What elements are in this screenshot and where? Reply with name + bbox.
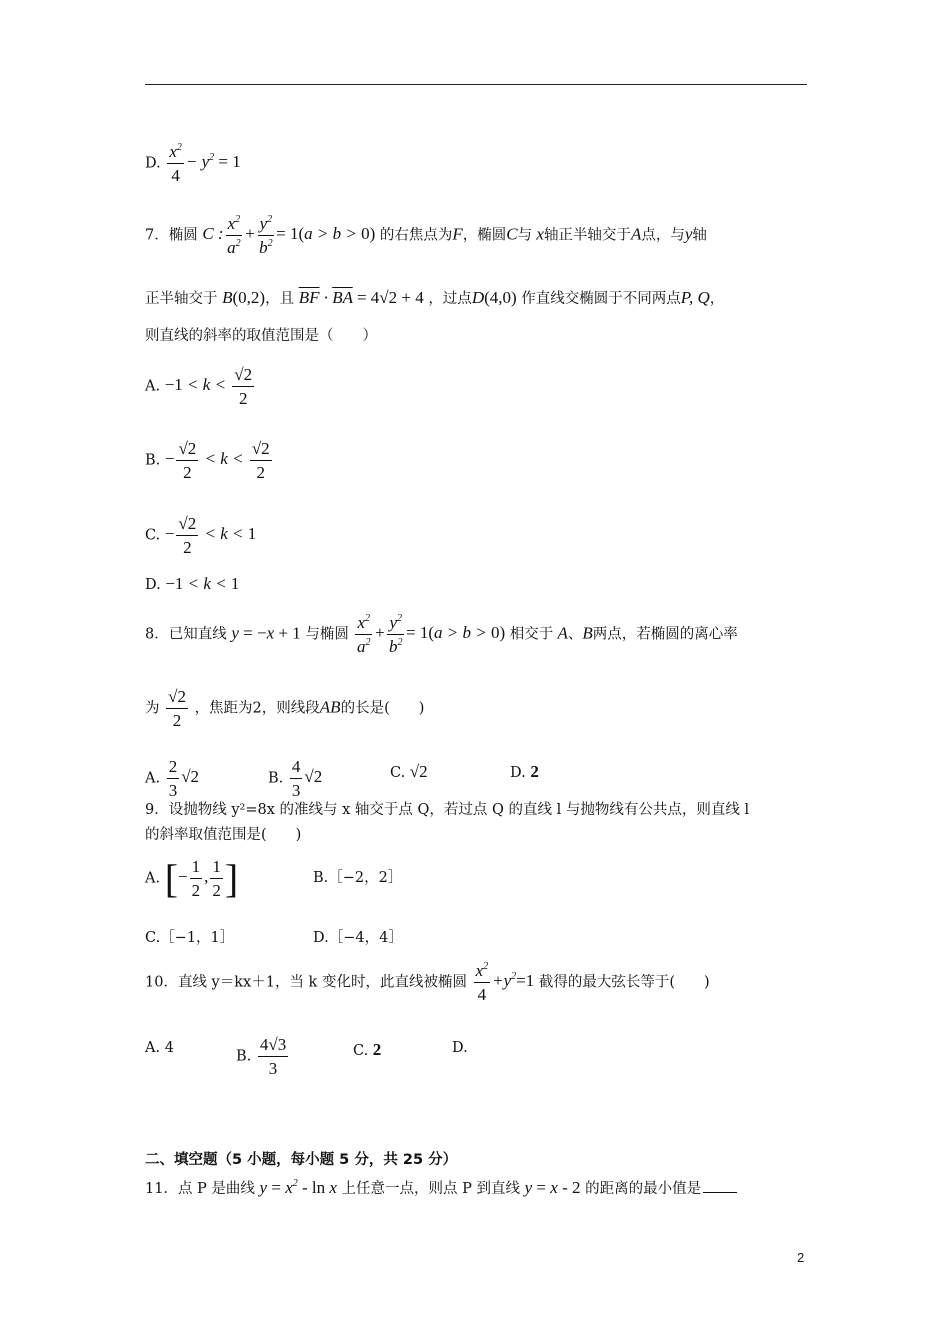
q8-text: 两点，若椭圆的离心率 (592, 626, 738, 643)
q9-option-b: B.［−2，2］ (313, 870, 403, 886)
q8-text: 、 (567, 626, 583, 643)
q8-text: 与椭圆 (305, 626, 349, 643)
q10-line1: 10．直线 y＝kx＋1，当 k 变化时，此直线被椭圆 $\frac{x^2}{4}$ $+y^2=1$ 截得的最大弦长等于( ) (145, 961, 710, 1004)
option-label: D. (452, 1040, 468, 1056)
option-label: D. (145, 155, 161, 172)
option-label: A. (145, 378, 161, 395)
q9-option-c: C.［−1，1］ (145, 930, 235, 946)
q7-text: ，过点 (428, 291, 472, 307)
q7-text: 的右焦点为 (379, 227, 453, 244)
page-number: 2 (797, 1250, 805, 1265)
q8-text: 8．已知直线 (145, 626, 227, 643)
option-label: D. (510, 765, 526, 781)
q9-option-d: D.［−4，4］ (313, 930, 403, 946)
section-title: 二、填空题（5 小题，每小题 5 分，共 25 分） (145, 1152, 458, 1168)
q8-text: 的长是( ) (340, 700, 425, 717)
header-rule (145, 84, 807, 85)
option-label: B. (236, 1048, 252, 1065)
option-label: B. (268, 770, 284, 787)
q7-option-d: D. −1 < k < 1 (145, 574, 240, 593)
q8-line2: 为 $\frac{√2}{2}$ ，焦距为2，则线段AB的长是( ) (145, 687, 425, 730)
q10-option-a: A. 4 (145, 1040, 174, 1056)
q7-line1: 7．椭圆 C : $\frac{x^2}{a^2}$ + $\frac{y^2}{b^2}$ = 1(a > b > 0) 的右焦点为F，椭圆C与 x轴正半轴交于A点，与y轴 (145, 214, 707, 257)
q11-text: 11．点 P 是曲线 (145, 1181, 255, 1197)
q10-text: 截得的最大弦长等于( ) (538, 974, 710, 991)
q7-text: 点，与 (641, 227, 685, 244)
q7-text: 作直线交椭圆于不同两点 (521, 291, 681, 307)
q11-line1: 11．点 P 是曲线 $y = x^2 - \ln x$ 上任意一点，则点 P 到直线 y = x - 2 的距离的最小值是 (145, 1178, 737, 1199)
q8-option-a: A. $\frac{2}{3}$ √2 (145, 757, 200, 800)
q7-option-a: A. −1 < k < $\frac{√2}{2}$ (145, 365, 253, 408)
q9-line1: 9．设抛物线 y²=8x 的准线与 x 轴交于点 Q，若过点 Q 的直线 l 与抛物线有公共点，则直线 l (145, 802, 750, 818)
q10-option-d (452, 1040, 468, 1056)
option-label: C. (353, 1043, 369, 1059)
q8-option-b: B. $\frac{4}{3}$ √2 (268, 757, 323, 800)
q7-text: ，且 (265, 291, 295, 307)
q7-text: 轴 (692, 227, 707, 244)
q10-option-c: C. 2 (353, 1040, 382, 1059)
option-label: D. (145, 577, 161, 593)
option-label: B. (145, 452, 161, 469)
q8-line1: 8．已知直线 y = −x + 1 与椭圆 $\frac{x^2}{a^2}$ + $\frac{y^2}{b^2}$ = 1(a > b > 0) 相交于 A、B两点，若椭圆的离心率 (145, 613, 738, 656)
q11-text: 上任意一点，则点 P 到直线 (341, 1181, 521, 1197)
q9-line2: 的斜率取值范围是( ) (145, 827, 302, 843)
option-label: C. (390, 765, 406, 781)
q7-line3: 则直线的斜率的取值范围是（ ） (145, 328, 377, 344)
q9-option-a: A. [− $\frac{1}{2}$ , $\frac{1}{2}$ ] (145, 855, 239, 901)
option-label: A. (145, 870, 161, 887)
q7-text: 轴正半轴交于 (543, 227, 631, 244)
q10-text: 10．直线 y＝kx＋1，当 k 变化时，此直线被椭圆 (145, 974, 467, 991)
q7-line2: 正半轴交于 B(0,2)，且 $\overline{BF} \cdot \overline{BA} = 4√2 + 4$ ，过点D(4,0) 作直线交椭圆于不同两点P, Q， (145, 288, 725, 307)
q8-text: 为 (145, 700, 160, 717)
q10-option-b: B. $\frac{4√3}{3}$ (236, 1035, 287, 1078)
q7-text: 7．椭圆 (145, 227, 198, 244)
q7-text: ，椭圆 (462, 227, 507, 244)
q7-text: 与 (517, 227, 533, 244)
q6-option-d: D. $\frac{x^2}{4}$ − $y^2 = 1$ (145, 142, 241, 185)
q8-text: ，焦距为2，则线段 (194, 700, 320, 717)
q7-option-c: C. − $\frac{√2}{2}$ < k < 1 (145, 514, 257, 557)
option-label: A. (145, 770, 161, 787)
q11-text: 的距离的最小值是 (585, 1181, 702, 1197)
q8-option-c: C. √2 (390, 762, 428, 781)
answer-blank (703, 1192, 737, 1193)
q8-text: 相交于 (509, 626, 554, 643)
q8-option-d: D. 2 (510, 762, 539, 781)
q7-option-b: B. − $\frac{√2}{2}$ < k < $\frac{√2}{2}$ (145, 439, 270, 482)
option-label: C. (145, 527, 161, 544)
q7-text: 正半轴交于 (145, 291, 218, 307)
